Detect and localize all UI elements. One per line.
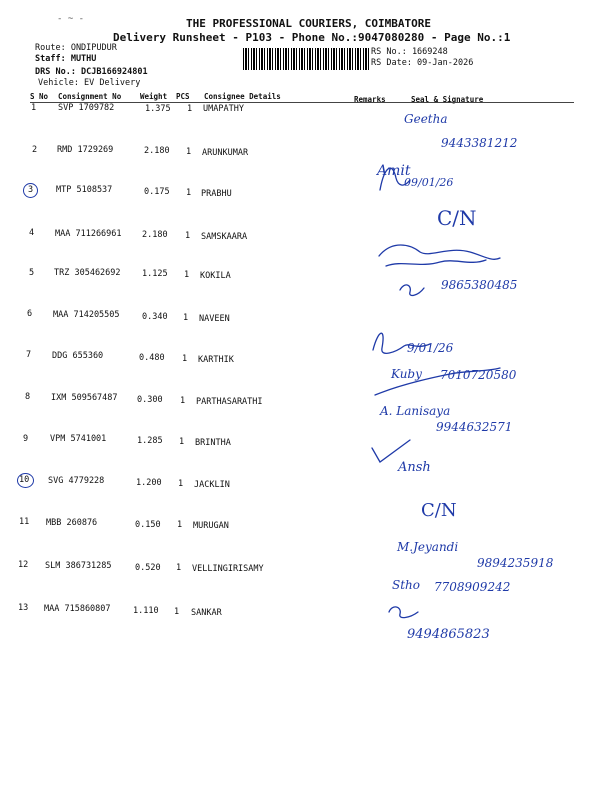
rs-number: RS No.: 1669248	[371, 47, 448, 57]
row-12-weight: 0.520	[135, 563, 161, 573]
col-seal-signature: Seal & Signature	[411, 95, 484, 104]
col-s-no: S No	[30, 92, 49, 101]
row-5-consignee: KOKILA	[200, 271, 231, 281]
row-6-weight: 0.340	[142, 312, 168, 322]
scribble-row9-check	[372, 440, 410, 462]
row-5-pcs: 1	[184, 270, 190, 280]
col-remarks: Remarks	[354, 95, 386, 104]
row-8-pcs: 1	[180, 396, 186, 406]
runsheet-title: Delivery Runsheet - P103 - Phone No.:9047080280 - Page No.:1	[113, 31, 511, 44]
row-4-weight: 2.180	[142, 230, 168, 240]
row-8-s-no: 8	[25, 392, 31, 402]
hw-row9-phone: 9944632571	[436, 420, 513, 434]
row-6-consignee: NAVEEN	[199, 314, 230, 324]
route-label: Route: ONDIPUDUR	[35, 43, 117, 53]
hw-row8-name: Kuby	[391, 367, 422, 381]
row-3-weight: 0.175	[144, 187, 170, 197]
row-9-consignment: VPM 5741001	[50, 434, 107, 444]
row-10-weight: 1.200	[136, 478, 162, 488]
drs-number: DRS No.: DCJB166924801	[35, 67, 148, 77]
row-13-consignee: SANKAR	[191, 608, 222, 618]
hw-row10-cn: C/N	[421, 500, 457, 521]
hw-row8-signature: A. Lanisaya	[380, 404, 451, 418]
row-7-pcs: 1	[182, 354, 188, 364]
row-10-s-no: 10	[19, 475, 30, 485]
row-11-weight: 0.150	[135, 520, 161, 530]
row-5-s-no: 5	[29, 268, 35, 278]
row-11-consignee: MURUGAN	[193, 521, 229, 531]
row-9-weight: 1.285	[137, 436, 163, 446]
row-2-consignee: ARUNKUMAR	[202, 148, 249, 158]
row-12-pcs: 1	[176, 563, 182, 573]
row-12-consignment: SLM 386731285	[45, 561, 112, 571]
hw-row3-cn: C/N	[437, 206, 477, 230]
scribble-row4-line2	[386, 260, 486, 266]
row-1-s-no: 1	[31, 103, 37, 113]
hw-row12-phone: 7708909242	[434, 580, 511, 594]
row-11-pcs: 1	[177, 520, 183, 530]
row-5-weight: 1.125	[142, 269, 168, 279]
scribble-row5	[400, 285, 424, 296]
row-1-pcs: 1	[187, 104, 193, 114]
hw-row1-name: Geetha	[404, 112, 448, 126]
row-6-consignment: MAA 714205505	[53, 310, 120, 320]
row-2-weight: 2.180	[144, 146, 170, 156]
hw-row13-phone: 9494865823	[407, 627, 490, 642]
staff-label: Staff: MUTHU	[35, 54, 97, 64]
row-5-consignment: TRZ 305462692	[54, 268, 121, 278]
row-7-consignee: KARTHIK	[198, 355, 234, 365]
row-13-pcs: 1	[174, 607, 180, 617]
row-2-pcs: 1	[186, 147, 192, 157]
row-13-weight: 1.110	[133, 606, 159, 616]
company-title: THE PROFESSIONAL COURIERS, COIMBATORE	[186, 17, 432, 30]
col-weight: Weight	[140, 92, 168, 101]
scribble-row2	[380, 168, 410, 190]
row-6-pcs: 1	[183, 313, 189, 323]
row-13-consignment: MAA 715860807	[44, 604, 111, 614]
hw-row8-phone: 7010720580	[440, 368, 517, 382]
scribble-row8-stroke	[375, 368, 500, 395]
row-9-pcs: 1	[179, 437, 185, 447]
col-consignee: Consignee Details	[204, 92, 281, 101]
row-4-consignee: SAMSKAARA	[201, 232, 248, 242]
hw-row2-date: 09/01/26	[404, 176, 454, 189]
row-9-consignee: BRINTHA	[195, 438, 231, 448]
row-9-s-no: 9	[23, 434, 29, 444]
row-11-s-no: 11	[19, 517, 30, 527]
scribble-row7	[373, 333, 430, 353]
rs-date: RS Date: 09-Jan-2026	[371, 58, 474, 68]
row-1-weight: 1.375	[145, 104, 171, 114]
row-8-weight: 0.300	[137, 395, 163, 405]
row-6-s-no: 6	[27, 309, 33, 319]
row-11-consignment: MBB 260876	[46, 518, 98, 528]
vehicle-label: Vehicle: EV Delivery	[38, 78, 141, 88]
row-2-consignment: RMD 1729269	[57, 145, 114, 155]
row-3-consignment: MTP 5108537	[56, 185, 113, 195]
row-7-weight: 0.480	[139, 353, 165, 363]
row-3-pcs: 1	[186, 188, 192, 198]
col-consignment: Consignment No	[58, 92, 122, 101]
row-12-s-no: 12	[18, 560, 29, 570]
row-1-consignee: UMAPATHY	[203, 104, 244, 114]
row-1-consignment: SVP 1709782	[58, 103, 115, 113]
row-4-consignment: MAA 711266961	[55, 229, 122, 239]
hw-row7-date: 9/01/26	[407, 341, 454, 355]
row-10-consignment: SVG 4779228	[48, 476, 105, 486]
hw-row11-name: M.Jeyandi	[397, 540, 459, 554]
row-4-pcs: 1	[185, 231, 191, 241]
scribble-row13	[389, 607, 418, 618]
hw-row1-phone: 9443381212	[441, 136, 518, 150]
row-12-consignee: VELLINGIRISAMY	[192, 564, 264, 574]
hw-row2-signature: Amit	[377, 163, 411, 179]
row-8-consignee: PARTHASARATHI	[196, 397, 263, 407]
hw-row11-phone: 9894235918	[477, 556, 554, 570]
row-10-pcs: 1	[178, 479, 184, 489]
hw-row12-signature: Stho	[392, 578, 420, 592]
hw-row9-signature: Ansh	[398, 460, 431, 475]
row-3-consignee: PRABHU	[201, 189, 232, 199]
col-pcs: PCS	[176, 92, 190, 101]
row-8-consignment: IXM 509567487	[51, 393, 118, 403]
corner-mark: - ~ -	[57, 14, 85, 24]
row-4-s-no: 4	[29, 228, 35, 238]
row-7-s-no: 7	[26, 350, 32, 360]
row-13-s-no: 13	[18, 603, 29, 613]
row-3-s-no: 3	[28, 185, 34, 195]
scribble-row4	[379, 245, 500, 259]
row-7-consignment: DDG 655360	[52, 351, 104, 361]
row-10-consignee: JACKLIN	[194, 480, 230, 490]
hw-row4-phone: 9865380485	[441, 278, 518, 292]
row-2-s-no: 2	[32, 145, 38, 155]
